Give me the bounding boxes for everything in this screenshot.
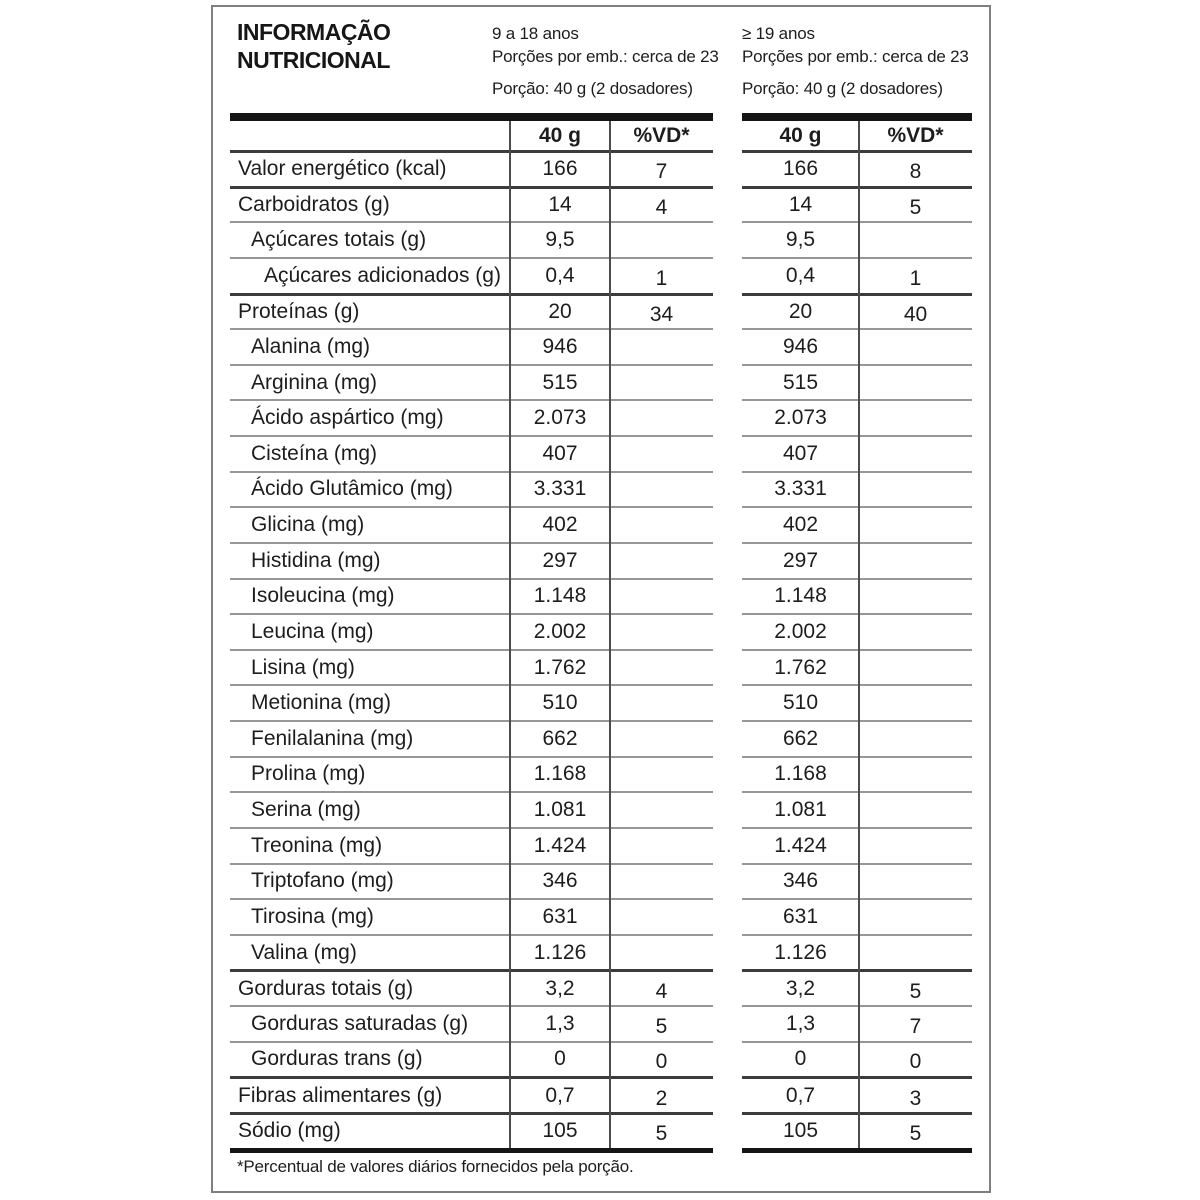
dv-value: 40 [903,302,928,326]
table-row [742,791,972,827]
age-group-2-servings: Porções por emb.: cerca de 23 [742,47,969,66]
nutrient-label: Leucina (mg) [251,619,374,643]
table-row [230,1005,713,1041]
table-row [742,221,972,257]
table-row [742,827,972,863]
amount-value: 402 [542,513,578,537]
dv-value [859,404,972,438]
label-title [237,18,390,74]
nutrition-label-box [211,5,991,1193]
table-header-row [230,121,713,150]
dv-value: 5 [655,1014,668,1038]
table-row [742,898,972,934]
table-row [230,969,713,1005]
table-row [230,293,713,329]
nutrient-label: Gorduras saturadas (g) [251,1011,469,1035]
table-row [742,649,972,685]
table-row [230,1112,713,1148]
amount-value: 346 [782,869,819,893]
dv-value [610,369,713,403]
amount-value: 0,7 [785,1083,816,1107]
amount-value: 407 [782,441,819,465]
amount-value: 0,7 [545,1083,575,1107]
dv-value: 7 [655,160,668,184]
amount-value: 346 [542,869,578,893]
table-row [742,756,972,792]
amount-value: 946 [782,334,819,358]
amount-value: 166 [782,157,819,181]
nutrient-label: Ácido aspártico (mg) [251,406,444,430]
table-row [742,613,972,649]
amount-value: 3,2 [785,976,816,1000]
amount-value: 105 [542,1119,578,1143]
nutrient-label: Gorduras totais (g) [238,976,414,1000]
amount-column-header: 40 g [538,123,582,147]
dv-value [610,868,713,902]
table-row [230,471,713,507]
table-row [230,613,713,649]
nutrient-label: Tirosina (mg) [251,904,374,928]
nutrient-label: Cisteína (mg) [251,441,378,465]
nutrient-label: Açúcares adicionados (g) [264,263,501,287]
age-group-1-portion: Porção: 40 g (2 dosadores) [492,79,693,98]
amount-value: 1.148 [774,584,827,608]
nutrient-label: Treonina (mg) [251,833,383,857]
nutrient-label: Serina (mg) [251,798,361,822]
table-row [230,1076,713,1112]
table-row [742,934,972,970]
dv-value [859,832,972,866]
age-group-1-servings: Porções por emb.: cerca de 23 [492,47,719,66]
dv-value [610,404,713,438]
amount-value: 946 [542,334,578,358]
dv-value [859,511,972,545]
amount-value: 662 [542,726,578,750]
dv-value [610,725,713,759]
dv-value [610,761,713,795]
table-row [230,506,713,542]
dv-value: 2 [655,1086,668,1110]
dv-value: 1 [909,266,922,290]
amount-value: 14 [788,192,813,216]
amount-value: 2.073 [533,406,587,430]
dv-column-header: %VD* [887,123,944,147]
amount-value: 1.081 [774,798,827,822]
table-row [742,399,972,435]
table-row [742,257,972,293]
dv-value [859,333,972,367]
amount-value: 1.168 [533,762,587,786]
amount-value: 1.081 [533,798,587,822]
dv-value: 8 [909,160,922,184]
amount-column-header: 40 g [779,123,822,147]
dv-value [610,226,713,260]
table-row [230,578,713,614]
age-group-1-range: 9 a 18 anos [492,24,579,43]
dv-value [859,583,972,617]
nutrient-label: Fibras alimentares (g) [238,1083,443,1107]
nutrient-label: Triptofano (mg) [251,869,394,893]
dv-value [610,903,713,937]
table-row [230,150,713,186]
amount-value: 1.148 [533,584,587,608]
dv-value: 7 [909,1014,922,1038]
title-line-1: INFORMAÇÃO [237,19,391,45]
amount-value: 0 [554,1047,566,1071]
table-row [230,863,713,899]
table-row [742,471,972,507]
dv-value: 5 [909,195,922,219]
table-row [230,684,713,720]
amount-value: 1,3 [545,1011,575,1035]
nutrient-label: Carboidratos (g) [238,192,390,216]
dv-value: 1 [655,266,668,290]
age-group-1-header [492,7,742,112]
amount-value: 0 [794,1047,807,1071]
dv-value [859,796,972,830]
table-row [742,506,972,542]
amount-value: 1.762 [533,655,587,679]
amount-value: 1.168 [774,762,827,786]
dv-value [859,761,972,795]
table-row [742,328,972,364]
dv-value [859,689,972,723]
table-row [230,186,713,222]
nutrient-label: Metionina (mg) [251,691,392,715]
dv-value [859,939,972,973]
amount-value: 3.331 [533,477,587,501]
table-row [230,435,713,471]
dv-value: 5 [909,979,922,1003]
dv-value [610,654,713,688]
nutrient-label: Arginina (mg) [251,370,378,394]
dv-value: 4 [655,979,668,1003]
table-row [742,1005,972,1041]
nutrient-label: Prolina (mg) [251,762,366,786]
amount-value: 2.002 [533,619,587,643]
table-row [742,435,972,471]
footnote: *Percentual de valores diários fornecidos pela porção. [237,1157,634,1176]
dv-value [610,547,713,581]
amount-value: 297 [542,548,578,572]
dv-value [610,618,713,652]
amount-value: 2.073 [774,406,827,430]
table-row [742,1112,972,1148]
nutrient-label: Alanina (mg) [251,334,371,358]
amount-value: 0,4 [785,263,816,287]
nutrient-label: Lisina (mg) [251,655,355,679]
table-row [742,364,972,400]
amount-value: 1,3 [785,1011,816,1035]
nutrient-label: Sódio (mg) [238,1119,341,1143]
table-row [742,186,972,222]
amount-value: 0,4 [545,263,575,287]
dv-value: 34 [649,302,674,326]
amount-value: 20 [548,299,572,323]
nutrient-label: Ácido Glutâmico (mg) [251,477,453,501]
amount-value: 1.762 [774,655,827,679]
nutrient-label: Açúcares totais (g) [251,228,427,252]
dv-value [859,440,972,474]
age-group-2-range: ≥ 19 anos [742,24,815,43]
amount-value: 631 [542,904,578,928]
table-row [742,720,972,756]
dv-value [859,618,972,652]
dv-column-header: %VD* [633,123,690,147]
dv-value [859,369,972,403]
amount-value: 510 [782,691,819,715]
table-row [742,969,972,1005]
amount-value: 105 [782,1119,819,1143]
nutrient-label: Valor energético (kcal) [238,157,447,181]
table-row [230,898,713,934]
amount-value: 1.424 [533,833,587,857]
dv-value [859,547,972,581]
table-row [230,720,713,756]
table-row [742,1041,972,1077]
amount-value: 20 [788,299,813,323]
dv-value [610,796,713,830]
table-row [230,221,713,257]
amount-value: 1.126 [533,940,587,964]
table-row [742,150,972,186]
age-group-2-header [742,7,992,112]
table-row [230,791,713,827]
dv-value [610,689,713,723]
nutrient-label: Proteínas (g) [238,299,360,323]
dv-value [610,476,713,510]
table-row [230,1041,713,1077]
amount-value: 402 [782,513,819,537]
nutrition-table-19-plus-anos [742,113,972,1153]
dv-value [859,476,972,510]
dv-value: 3 [909,1086,922,1110]
amount-value: 2.002 [774,619,827,643]
nutrition-table-9-18-anos [230,113,713,1153]
amount-value: 1.126 [774,940,827,964]
table-row [230,399,713,435]
table-row [230,542,713,578]
dv-value [610,511,713,545]
dv-value [610,333,713,367]
table-row [742,542,972,578]
table-row [230,649,713,685]
nutrient-label: Glicina (mg) [251,513,365,537]
column-divider [509,121,511,1148]
dv-value [610,440,713,474]
table-row [230,328,713,364]
nutrient-label: Histidina (mg) [251,548,381,572]
dv-value: 5 [909,1122,922,1146]
dv-value [610,939,713,973]
table-row [742,1076,972,1112]
amount-value: 297 [782,548,819,572]
dv-value [859,868,972,902]
header-spacer-cell [230,121,510,150]
amount-value: 14 [548,192,572,216]
table-row [742,578,972,614]
amount-value: 1.424 [774,833,827,857]
amount-value: 3,2 [545,976,575,1000]
table-row [742,684,972,720]
dv-value [859,725,972,759]
nutrient-label: Gorduras trans (g) [251,1047,423,1071]
title-line-2: NUTRICIONAL [237,47,390,73]
dv-value: 4 [655,195,668,219]
amount-value: 662 [782,726,819,750]
amount-value: 9,5 [785,228,816,252]
table-row [742,863,972,899]
dv-value: 0 [909,1050,922,1074]
age-group-2-portion: Porção: 40 g (2 dosadores) [742,79,943,98]
dv-value: 5 [655,1122,668,1146]
amount-value: 166 [542,157,578,181]
dv-value [610,583,713,617]
nutrient-label: Valina (mg) [251,940,357,964]
table-header-row [742,121,972,150]
dv-value: 0 [655,1050,668,1074]
amount-value: 407 [542,441,578,465]
dv-value [859,226,972,260]
table-row [742,293,972,329]
amount-value: 9,5 [545,228,575,252]
amount-value: 515 [782,370,819,394]
amount-value: 3.331 [774,477,827,501]
amount-value: 510 [542,691,578,715]
table-row [230,934,713,970]
table-row [230,364,713,400]
dv-value [610,832,713,866]
table-row [230,756,713,792]
amount-value: 631 [782,904,819,928]
dv-value [859,654,972,688]
nutrient-label: Isoleucina (mg) [251,584,395,608]
dv-value [859,903,972,937]
table-row [230,827,713,863]
nutrient-label: Fenilalanina (mg) [251,726,414,750]
amount-value: 515 [542,370,578,394]
table-row [230,257,713,293]
